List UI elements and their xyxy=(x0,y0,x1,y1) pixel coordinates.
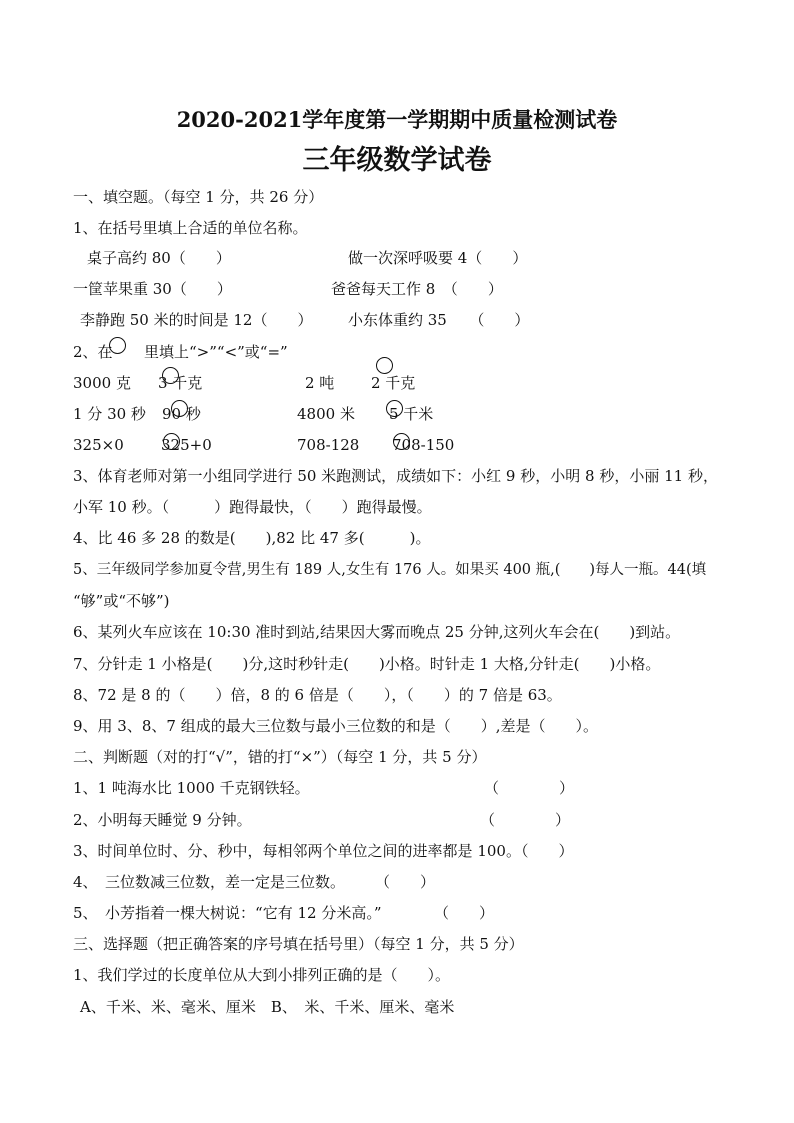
q1-4: 4、比 46 多 28 的数是( ),82 比 47 多( )。 xyxy=(73,529,431,547)
compare-left: 3000 克 xyxy=(73,374,131,392)
q2-1: 1、1 吨海水比 1000 千克钢铁轻。 xyxy=(73,779,310,797)
q1-1-item: 小东体重约 35 （ ） xyxy=(348,311,530,329)
compare-left: 325×0 xyxy=(73,436,124,454)
compare-right: 2 千克 xyxy=(371,374,416,392)
compare-right: 90 秒 xyxy=(162,405,201,423)
q1-6: 6、某列火车应该在 10:30 准时到站,结果因大雾而晚点 25 分钟,这列火车会在( )到站。 xyxy=(73,623,681,641)
comparison-circle-icon[interactable] xyxy=(376,357,393,374)
compare-left: 1 分 30 秒 xyxy=(73,405,146,423)
compare-right: 325+0 xyxy=(161,436,212,454)
q2-5: 5、 小芳指着一棵大树说：“它有 12 分米高。” （ ） xyxy=(73,904,495,922)
q1-1-item: 桌子高约 80（ ） xyxy=(87,249,231,267)
exam-subtitle: 三年级数学试卷 xyxy=(302,145,492,176)
q1-2-text-a: 2、在 xyxy=(73,343,113,361)
q1-3-line1: 3、体育老师对第一小组同学进行 50 米跑测试，成绩如下：小红 9 秒，小明 8 秒，小丽 11 秒， xyxy=(73,467,718,485)
comparison-circle-icon xyxy=(109,337,126,354)
section2-heading: 二、判断题（对的打“√”，错的打“×”）（每空 1 分，共 5 分） xyxy=(73,748,487,766)
q2-4: 4、 三位数减三位数，差一定是三位数。 （ ） xyxy=(73,873,436,891)
q1-8: 8、72 是 8 的（ ）倍，8 的 6 倍是（ ），（ ）的 7 倍是 63。 xyxy=(73,686,562,704)
q1-1-item: 做一次深呼吸要 4（ ） xyxy=(348,249,528,267)
compare-right: 708-150 xyxy=(392,436,455,454)
compare-left: 708-128 xyxy=(297,436,360,454)
q1-1-item: 李静跑 50 米的时间是 12（ ） xyxy=(80,311,313,329)
q1-5-line1: 5、三年级同学参加夏令营,男生有 189 人,女生有 176 人。如果买 400 瓶,( )每人一瓶。44(填 xyxy=(73,562,707,578)
q1-3-line2: 小军 10 秒。（ ）跑得最快，（ ）跑得最慢。 xyxy=(73,498,432,516)
q1-1-item: 爸爸每天工作 8 （ ） xyxy=(331,280,503,298)
compare-right: 3 千克 xyxy=(158,374,203,392)
q1-2-text-b: 里填上“>”“<”或“=” xyxy=(144,343,288,361)
compare-right: 5 千米 xyxy=(389,405,434,423)
compare-left: 2 吨 xyxy=(305,374,335,392)
section1-heading: 一、填空题。（每空 1 分，共 26 分） xyxy=(73,188,324,206)
exam-title: 2020-2021学年度第一学期期中质量检测试卷 xyxy=(176,107,618,132)
q1-1-item: 一筐苹果重 30（ ） xyxy=(73,280,232,298)
q3-1-options: A、千米、米、毫米、厘米 B、 米、千米、厘米、毫米 xyxy=(80,998,455,1016)
q1-7: 7、分针走 1 小格是( )分,这时秒针走( )小格。时针走 1 大格,分针走( )小格。 xyxy=(73,655,661,673)
q2-2-blank: （ ） xyxy=(480,811,571,829)
q2-1-blank: （ ） xyxy=(484,779,575,797)
compare-left: 4800 米 xyxy=(297,405,355,423)
q1-9: 9、用 3、8、7 组成的最大三位数与最小三位数的和是（ ）,差是（ ）。 xyxy=(73,717,598,735)
section3-heading: 三、选择题（把正确答案的序号填在括号里）（每空 1 分，共 5 分） xyxy=(73,935,524,953)
q1-5-line2: “够”或“不够”) xyxy=(73,592,170,610)
q2-2: 2、小明每天睡觉 9 分钟。 xyxy=(73,811,252,829)
q3-1: 1、我们学过的长度单位从大到小排列正确的是（ ）。 xyxy=(73,966,451,984)
q1-1-text: 1、在括号里填上合适的单位名称。 xyxy=(73,219,308,237)
q2-3: 3、时间单位时、分、秒中，每相邻两个单位之间的进率都是 100。（ ） xyxy=(73,842,574,860)
